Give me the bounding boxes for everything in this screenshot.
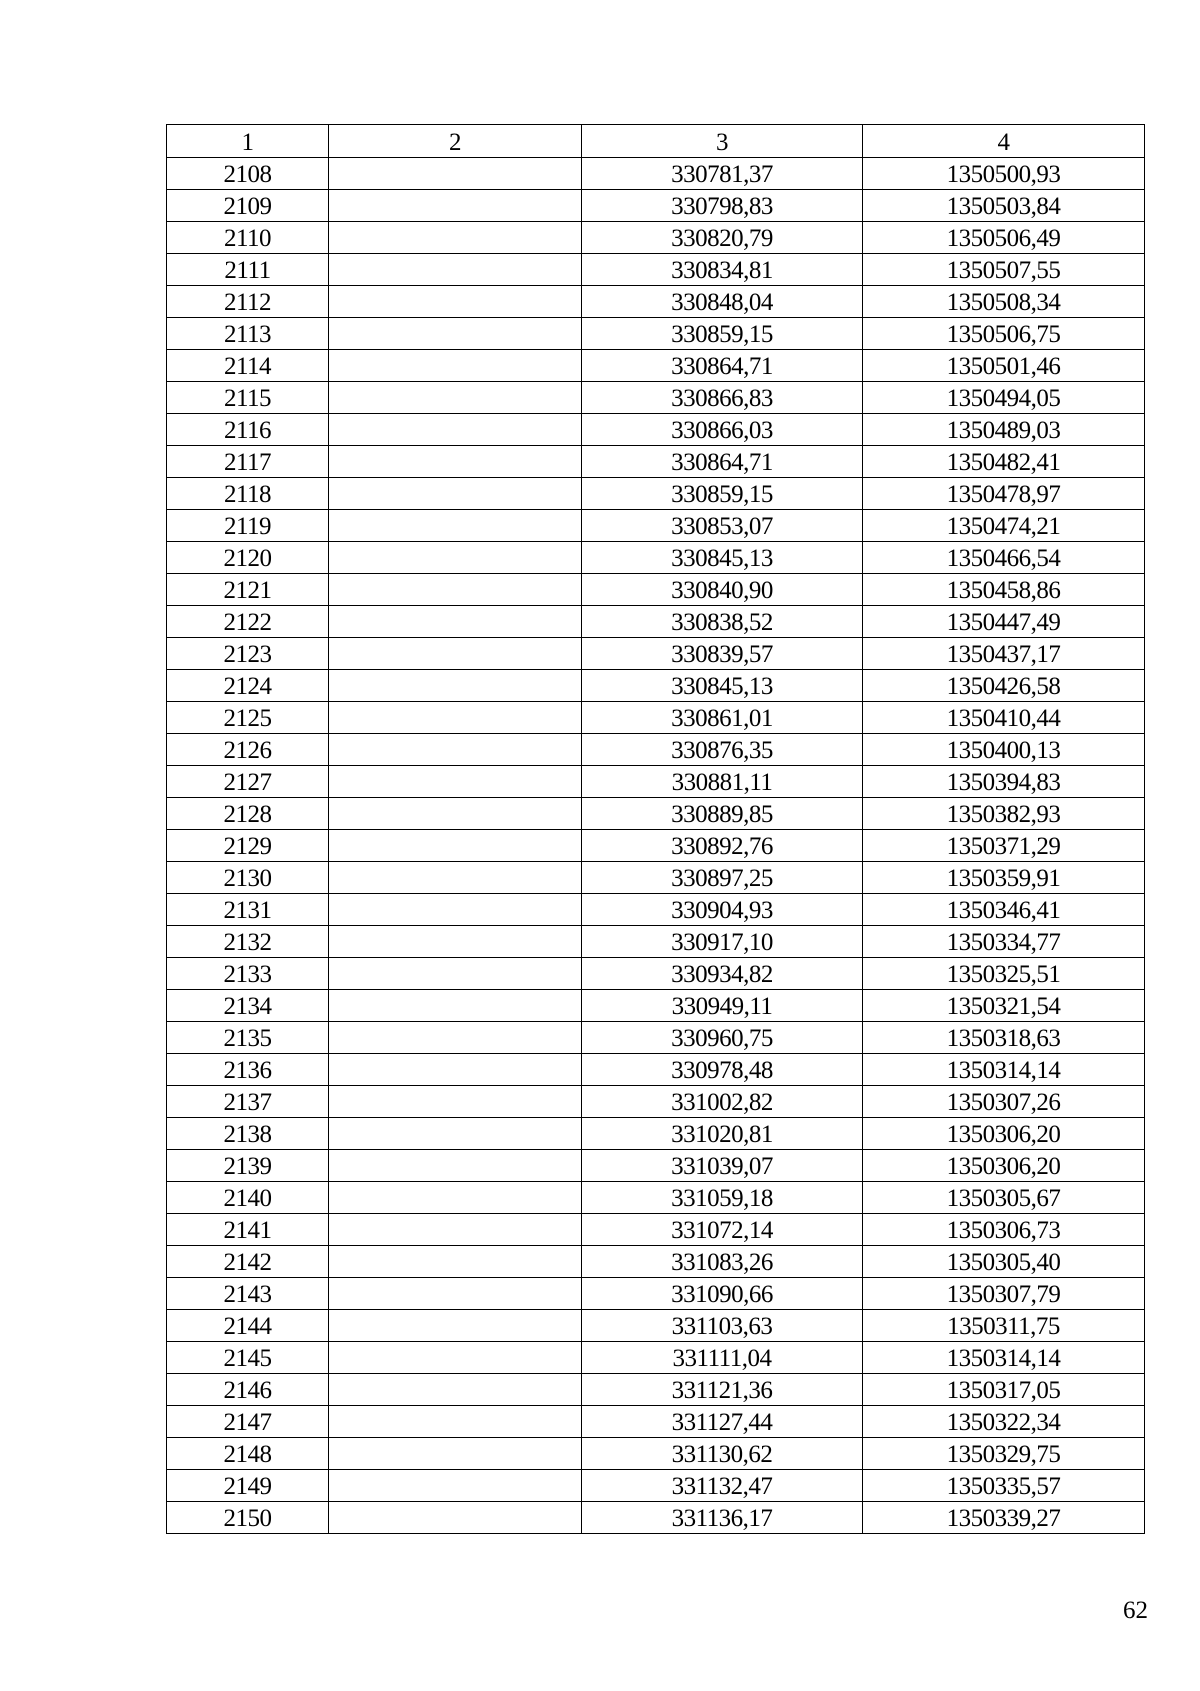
table-row <box>167 734 1145 766</box>
table-cell-col-4: 1350494,05 <box>863 382 1145 414</box>
table-cell-col-2 <box>329 862 582 894</box>
table-cell-col-3: 330838,52 <box>582 606 863 638</box>
table-cell-col-4: 1350335,57 <box>863 1470 1145 1502</box>
table-cell-col-4: 1350346,41 <box>863 894 1145 926</box>
table-cell-col-1: 2141 <box>167 1214 329 1246</box>
table-cell-col-3: 330889,85 <box>582 798 863 830</box>
table-cell-col-2 <box>329 414 582 446</box>
table-cell-col-4: 1350306,20 <box>863 1118 1145 1150</box>
table-cell-col-2 <box>329 222 582 254</box>
table-cell-col-4: 1350306,73 <box>863 1214 1145 1246</box>
table-cell-col-1: 2120 <box>167 542 329 574</box>
table-cell-col-4: 1350329,75 <box>863 1438 1145 1470</box>
table-cell-col-4: 1350506,49 <box>863 222 1145 254</box>
table-cell-col-4: 1350478,97 <box>863 478 1145 510</box>
table-cell-col-3: 330853,07 <box>582 510 863 542</box>
table-cell-col-1: 2121 <box>167 574 329 606</box>
table-cell-col-4: 1350334,77 <box>863 926 1145 958</box>
table-cell-col-3: 330866,83 <box>582 382 863 414</box>
table-cell-col-3: 330934,82 <box>582 958 863 990</box>
table-row <box>167 254 1145 286</box>
table-cell-col-4: 1350307,26 <box>863 1086 1145 1118</box>
table-cell-col-1: 2150 <box>167 1502 329 1534</box>
table-cell-col-3: 330881,11 <box>582 766 863 798</box>
table-cell-col-4: 1350394,83 <box>863 766 1145 798</box>
table-row <box>167 1150 1145 1182</box>
table-cell-col-4: 1350506,75 <box>863 318 1145 350</box>
table-row <box>167 990 1145 1022</box>
table-cell-col-1: 2119 <box>167 510 329 542</box>
table-cell-col-4: 1350305,40 <box>863 1246 1145 1278</box>
table-cell-col-4: 1350458,86 <box>863 574 1145 606</box>
table-cell-col-4: 1350382,93 <box>863 798 1145 830</box>
table-cell-col-2 <box>329 1246 582 1278</box>
table-cell-col-3: 331136,17 <box>582 1502 863 1534</box>
table-cell-col-4: 1350305,67 <box>863 1182 1145 1214</box>
header-cell-col-2: 2 <box>329 125 582 158</box>
table-row <box>167 414 1145 446</box>
table-cell-col-2 <box>329 382 582 414</box>
table-cell-col-3: 331059,18 <box>582 1182 863 1214</box>
table-cell-col-3: 330978,48 <box>582 1054 863 1086</box>
table-cell-col-3: 331020,81 <box>582 1118 863 1150</box>
table-cell-col-1: 2130 <box>167 862 329 894</box>
table-cell-col-2 <box>329 638 582 670</box>
table-row <box>167 830 1145 862</box>
table-cell-col-2 <box>329 830 582 862</box>
table-row <box>167 1022 1145 1054</box>
table-cell-col-3: 331132,47 <box>582 1470 863 1502</box>
table-row <box>167 1470 1145 1502</box>
table-cell-col-1: 2129 <box>167 830 329 862</box>
table-cell-col-4: 1350500,93 <box>863 158 1145 190</box>
table-cell-col-3: 331090,66 <box>582 1278 863 1310</box>
table-cell-col-3: 331130,62 <box>582 1438 863 1470</box>
table-body <box>167 158 1145 1534</box>
table-cell-col-3: 330845,13 <box>582 542 863 574</box>
table-cell-col-2 <box>329 990 582 1022</box>
table-cell-col-1: 2123 <box>167 638 329 670</box>
table-cell-col-2 <box>329 1054 582 1086</box>
table-cell-col-3: 330866,03 <box>582 414 863 446</box>
table-cell-col-3: 331127,44 <box>582 1406 863 1438</box>
table-cell-col-4: 1350321,54 <box>863 990 1145 1022</box>
table-cell-col-1: 2124 <box>167 670 329 702</box>
table-cell-col-1: 2137 <box>167 1086 329 1118</box>
table-cell-col-2 <box>329 542 582 574</box>
table-row <box>167 766 1145 798</box>
table-row <box>167 510 1145 542</box>
table-cell-col-4: 1350508,34 <box>863 286 1145 318</box>
table-cell-col-2 <box>329 702 582 734</box>
table-cell-col-2 <box>329 574 582 606</box>
table-row <box>167 1374 1145 1406</box>
table-cell-col-2 <box>329 958 582 990</box>
table-cell-col-3: 330917,10 <box>582 926 863 958</box>
table-cell-col-3: 330845,13 <box>582 670 863 702</box>
table-row <box>167 1182 1145 1214</box>
table-cell-col-4: 1350501,46 <box>863 350 1145 382</box>
table-cell-col-1: 2135 <box>167 1022 329 1054</box>
table-cell-col-4: 1350503,84 <box>863 190 1145 222</box>
table-row <box>167 1438 1145 1470</box>
table-cell-col-2 <box>329 1310 582 1342</box>
table-cell-col-3: 330859,15 <box>582 318 863 350</box>
table-cell-col-4: 1350339,27 <box>863 1502 1145 1534</box>
table-cell-col-4: 1350307,79 <box>863 1278 1145 1310</box>
table-cell-col-1: 2132 <box>167 926 329 958</box>
table-cell-col-3: 330904,93 <box>582 894 863 926</box>
table-row <box>167 958 1145 990</box>
table-cell-col-4: 1350400,13 <box>863 734 1145 766</box>
table-cell-col-2 <box>329 894 582 926</box>
table-cell-col-1: 2126 <box>167 734 329 766</box>
table-row <box>167 1246 1145 1278</box>
table-cell-col-4: 1350371,29 <box>863 830 1145 862</box>
table-cell-col-3: 330876,35 <box>582 734 863 766</box>
table-cell-col-4: 1350306,20 <box>863 1150 1145 1182</box>
table-row <box>167 286 1145 318</box>
table-cell-col-3: 330861,01 <box>582 702 863 734</box>
table-cell-col-2 <box>329 606 582 638</box>
table-cell-col-2 <box>329 478 582 510</box>
table-row <box>167 222 1145 254</box>
table-cell-col-2 <box>329 1470 582 1502</box>
table-row <box>167 446 1145 478</box>
header-row <box>167 125 1145 158</box>
table-cell-col-3: 330864,71 <box>582 446 863 478</box>
table-row <box>167 190 1145 222</box>
table-cell-col-2 <box>329 1278 582 1310</box>
table-cell-col-3: 331103,63 <box>582 1310 863 1342</box>
table-row <box>167 158 1145 190</box>
table-cell-col-1: 2140 <box>167 1182 329 1214</box>
table-cell-col-1: 2110 <box>167 222 329 254</box>
table-cell-col-1: 2122 <box>167 606 329 638</box>
table-cell-col-2 <box>329 1438 582 1470</box>
table-cell-col-2 <box>329 1342 582 1374</box>
table-cell-col-4: 1350314,14 <box>863 1342 1145 1374</box>
table-cell-col-4: 1350317,05 <box>863 1374 1145 1406</box>
table-row <box>167 798 1145 830</box>
table-cell-col-1: 2111 <box>167 254 329 286</box>
table-cell-col-3: 331002,82 <box>582 1086 863 1118</box>
table-cell-col-2 <box>329 1214 582 1246</box>
table-cell-col-4: 1350410,44 <box>863 702 1145 734</box>
table-row <box>167 1406 1145 1438</box>
table-cell-col-4: 1350507,55 <box>863 254 1145 286</box>
table-cell-col-1: 2138 <box>167 1118 329 1150</box>
table-cell-col-4: 1350318,63 <box>863 1022 1145 1054</box>
table-cell-col-4: 1350474,21 <box>863 510 1145 542</box>
table-cell-col-2 <box>329 510 582 542</box>
table-cell-col-2 <box>329 446 582 478</box>
table-cell-col-2 <box>329 1150 582 1182</box>
table-cell-col-3: 331072,14 <box>582 1214 863 1246</box>
table-cell-col-3: 330897,25 <box>582 862 863 894</box>
table-row <box>167 542 1145 574</box>
coordinates-table <box>166 124 1145 1534</box>
table-row <box>167 382 1145 414</box>
table-cell-col-1: 2112 <box>167 286 329 318</box>
table-row <box>167 1086 1145 1118</box>
table-row <box>167 606 1145 638</box>
table-cell-col-2 <box>329 1406 582 1438</box>
table-cell-col-1: 2115 <box>167 382 329 414</box>
table-cell-col-2 <box>329 254 582 286</box>
table-cell-col-2 <box>329 670 582 702</box>
table-cell-col-4: 1350322,34 <box>863 1406 1145 1438</box>
table-cell-col-2 <box>329 190 582 222</box>
table-cell-col-3: 331121,36 <box>582 1374 863 1406</box>
header-cell-col-4: 4 <box>863 125 1145 158</box>
table-row <box>167 318 1145 350</box>
table-row <box>167 574 1145 606</box>
table-cell-col-1: 2134 <box>167 990 329 1022</box>
table-cell-col-1: 2118 <box>167 478 329 510</box>
table-cell-col-1: 2143 <box>167 1278 329 1310</box>
table-cell-col-4: 1350482,41 <box>863 446 1145 478</box>
table-cell-col-4: 1350489,03 <box>863 414 1145 446</box>
table-row <box>167 1118 1145 1150</box>
table-cell-col-3: 330859,15 <box>582 478 863 510</box>
table-cell-col-3: 331039,07 <box>582 1150 863 1182</box>
header-cell-col-3: 3 <box>582 125 863 158</box>
table-cell-col-3: 330949,11 <box>582 990 863 1022</box>
table-cell-col-4: 1350426,58 <box>863 670 1145 702</box>
table-cell-col-2 <box>329 1086 582 1118</box>
table-cell-col-2 <box>329 318 582 350</box>
table-row <box>167 1054 1145 1086</box>
table-cell-col-2 <box>329 1022 582 1054</box>
table-header <box>167 125 1145 158</box>
table-cell-col-1: 2113 <box>167 318 329 350</box>
table-cell-col-3: 330848,04 <box>582 286 863 318</box>
header-cell-col-1: 1 <box>167 125 329 158</box>
table-cell-col-3: 330834,81 <box>582 254 863 286</box>
table-cell-col-1: 2127 <box>167 766 329 798</box>
table-cell-col-2 <box>329 286 582 318</box>
table-cell-col-1: 2114 <box>167 350 329 382</box>
table-row <box>167 862 1145 894</box>
table-cell-col-3: 330839,57 <box>582 638 863 670</box>
table-cell-col-1: 2117 <box>167 446 329 478</box>
table-cell-col-1: 2108 <box>167 158 329 190</box>
table-cell-col-3: 331111,04 <box>582 1342 863 1374</box>
table-cell-col-2 <box>329 926 582 958</box>
table-row <box>167 1278 1145 1310</box>
table-row <box>167 1502 1145 1534</box>
table-cell-col-4: 1350311,75 <box>863 1310 1145 1342</box>
table-cell-col-1: 2148 <box>167 1438 329 1470</box>
table-cell-col-2 <box>329 798 582 830</box>
table-cell-col-4: 1350437,17 <box>863 638 1145 670</box>
table-cell-col-1: 2147 <box>167 1406 329 1438</box>
table-cell-col-1: 2145 <box>167 1342 329 1374</box>
table-cell-col-3: 331083,26 <box>582 1246 863 1278</box>
table-row <box>167 894 1145 926</box>
table-cell-col-1: 2128 <box>167 798 329 830</box>
table-cell-col-4: 1350466,54 <box>863 542 1145 574</box>
table-cell-col-1: 2144 <box>167 1310 329 1342</box>
table-cell-col-2 <box>329 350 582 382</box>
table-cell-col-1: 2139 <box>167 1150 329 1182</box>
table-cell-col-1: 2149 <box>167 1470 329 1502</box>
table-cell-col-2 <box>329 158 582 190</box>
table-row <box>167 638 1145 670</box>
table-cell-col-2 <box>329 1182 582 1214</box>
table-cell-col-3: 330960,75 <box>582 1022 863 1054</box>
table-cell-col-3: 330892,76 <box>582 830 863 862</box>
table-cell-col-3: 330820,79 <box>582 222 863 254</box>
table-cell-col-1: 2109 <box>167 190 329 222</box>
table-row <box>167 702 1145 734</box>
table-row <box>167 1214 1145 1246</box>
table-cell-col-3: 330840,90 <box>582 574 863 606</box>
table-cell-col-3: 330864,71 <box>582 350 863 382</box>
table-row <box>167 478 1145 510</box>
table-row <box>167 1342 1145 1374</box>
table-cell-col-1: 2133 <box>167 958 329 990</box>
table-row <box>167 926 1145 958</box>
table-cell-col-1: 2116 <box>167 414 329 446</box>
table-cell-col-4: 1350314,14 <box>863 1054 1145 1086</box>
table-cell-col-1: 2131 <box>167 894 329 926</box>
table-row <box>167 670 1145 702</box>
page-number: 62 <box>1123 1597 1148 1624</box>
table-cell-col-2 <box>329 1502 582 1534</box>
table-cell-col-2 <box>329 1374 582 1406</box>
table-cell-col-4: 1350359,91 <box>863 862 1145 894</box>
table-cell-col-2 <box>329 766 582 798</box>
table-row <box>167 350 1145 382</box>
table-cell-col-1: 2136 <box>167 1054 329 1086</box>
table-cell-col-4: 1350447,49 <box>863 606 1145 638</box>
table-cell-col-2 <box>329 734 582 766</box>
table-cell-col-4: 1350325,51 <box>863 958 1145 990</box>
table-cell-col-1: 2142 <box>167 1246 329 1278</box>
table-cell-col-1: 2146 <box>167 1374 329 1406</box>
table-cell-col-1: 2125 <box>167 702 329 734</box>
table-cell-col-3: 330781,37 <box>582 158 863 190</box>
table-cell-col-2 <box>329 1118 582 1150</box>
table-row <box>167 1310 1145 1342</box>
table-cell-col-3: 330798,83 <box>582 190 863 222</box>
